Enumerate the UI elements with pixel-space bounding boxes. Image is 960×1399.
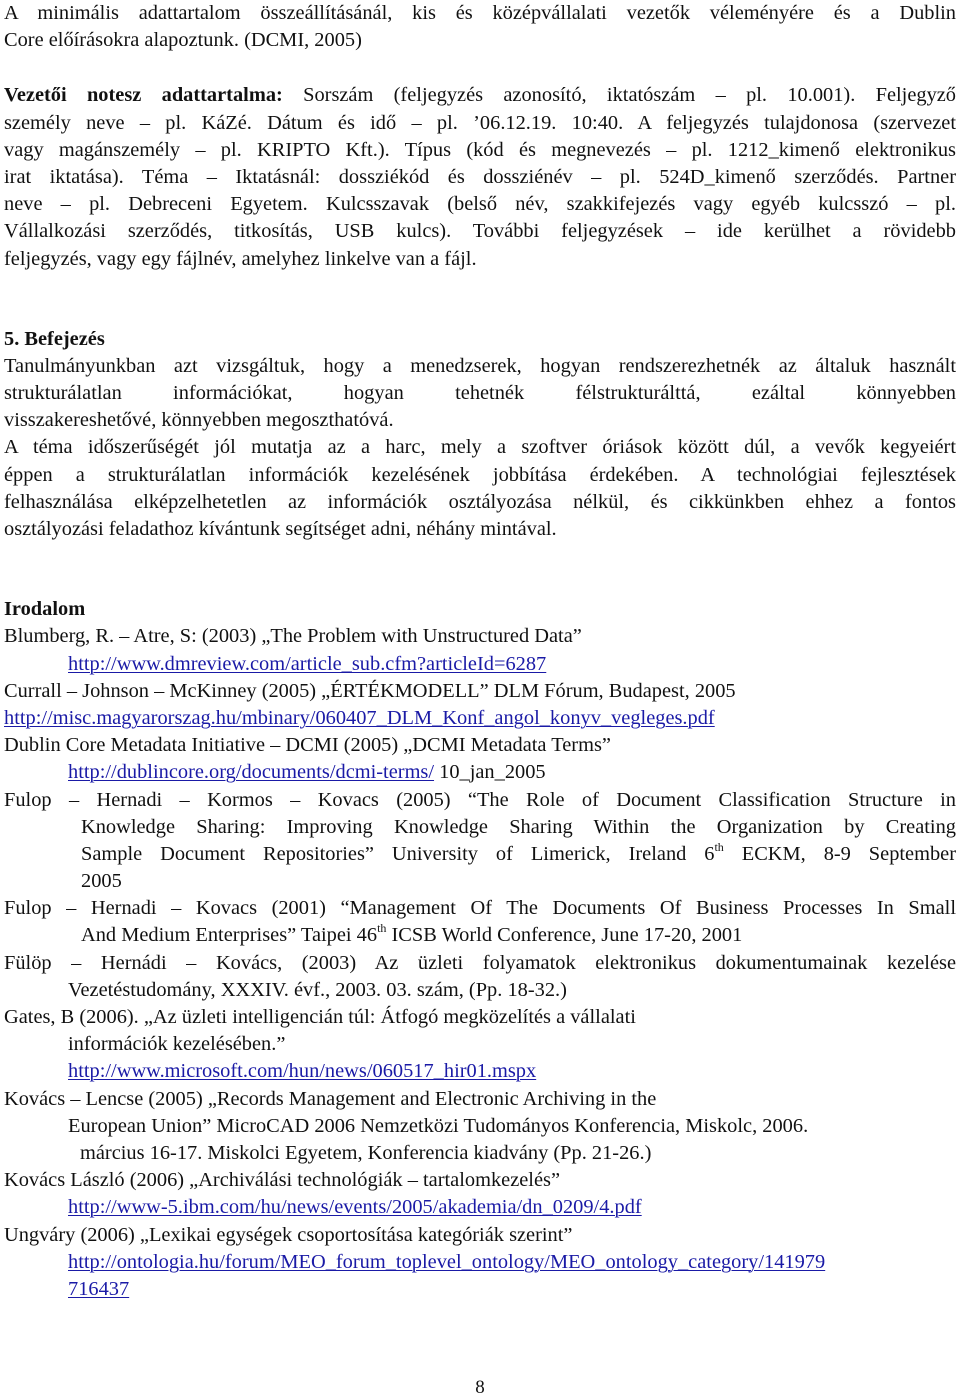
reference-text: Dublin Core Metadata Initiative – DCMI (2005) „DCMI Metadata Terms” [4, 734, 611, 757]
reference-entry [4, 678, 956, 732]
text-line: strukturálatlan információkat, hogyan tehetnék félstrukturálttá, ezáltal könnyebben [4, 382, 956, 405]
reference-link[interactable]: http://misc.magyarorszag.hu/mbinary/060407_DLM_Konf_angol_konyv_vegleges.pdf [4, 706, 715, 729]
text-line: feljegyzés, vagy egy fájlnév, amelyhez linkelve van a fájl. [4, 247, 477, 270]
reference-entry [4, 732, 956, 786]
text-line: Tanulmányunkban azt vizsgáltuk, hogy a menedzserek, hogyan rendszerezhetnék az általuk használt [4, 354, 956, 377]
text-line: vagy magánszemély – pl. KRIPTO Kft.). Típus (kód és megnevezés – pl. 1212_kimenő elektronikus [4, 138, 956, 161]
reference-link-continued[interactable]: 716437 [68, 1277, 130, 1300]
text-line: felhasználása elképzelhetetlen az információk osztályozása nélkül, és cikkünkben ehhez a fontos [4, 490, 956, 513]
reference-entry [4, 1086, 956, 1168]
reference-entry [4, 1004, 956, 1086]
reference-text: Ungváry (2006) „Lexikai egységek csoportosítása kategóriák szerint” [4, 1223, 573, 1246]
reference-text: Gates, B (2006). „Az üzleti intelligencián túl: Átfogó megközelítés a vállalati [4, 1006, 636, 1028]
reference-text: Blumberg, R. – Atre, S: (2003) „The Problem with Unstructured Data” [4, 625, 582, 648]
reference-text: European Union” MicroCAD 2006 Nemzetközi Tudományos Konferencia, Miskolc, 2006. [68, 1114, 809, 1137]
reference-date: 10_jan_2005 [434, 761, 546, 784]
reference-text: Fulop – Hernadi – Kovacs (2001) “Management Of The Documents Of Business Processes In Small [4, 897, 956, 920]
text-line: visszakereshetővé, könnyebben megoszthatóvá. [4, 409, 394, 432]
reference-text: Currall – Johnson – McKinney (2005) „ÉRTÉKMODELL” DLM Fórum, Budapest, 2005 [4, 679, 736, 702]
reference-entry [4, 895, 956, 949]
references-heading: Irodalom [4, 598, 86, 621]
reference-entry [4, 1222, 956, 1304]
reference-link[interactable]: http://www-5.ibm.com/hu/news/events/2005/akademia/dn_0209/4.pdf [68, 1196, 642, 1219]
reference-text: március 16-17. Miskolci Egyetem, Konferencia kiadvány (Pp. 21-26.) [80, 1141, 652, 1164]
reference-text: 2005 [81, 870, 122, 893]
reference-text: And Medium Enterprises” Taipei 46th ICSB World Conference, June 17-20, 2001 [81, 921, 743, 947]
section-conclusion [4, 326, 956, 544]
reference-entry [4, 950, 956, 1004]
reference-entry [4, 787, 956, 896]
text-line: A téma időszerűségét jól mutatja az a harc, mely a szoftver óriások között dúl, a vevők kegyeiért [4, 436, 956, 459]
reference-link[interactable]: http://www.microsoft.com/hun/news/060517_hir01.mspx [68, 1060, 537, 1083]
references-section [4, 596, 956, 1303]
reference-entry [4, 623, 956, 677]
section-heading: 5. Befejezés [4, 327, 105, 350]
text-line: személy neve – pl. KáZé. Dátum és idő – pl. ’06.12.19. 10:40. A feljegyzés tulajdonosa (szervezet [4, 111, 956, 134]
notes-label: Vezetői notesz adattartalma: [4, 84, 283, 107]
reference-text: Kovács László (2006) „Archiválási technológiák – tartalomkezelés” [4, 1169, 560, 1192]
reference-text: Vezetéstudomány, XXXIV. évf., 2003. 03. szám, (Pp. 18-32.) [68, 978, 567, 1001]
text-line: Vállalkozási szerződés, titkosítás, USB kulcs). További feljegyzések – ide kerülhet a rövidebb [4, 220, 956, 243]
text-line: osztályozási feladathoz kívántunk segítséget adni, néhány mintával. [4, 518, 557, 540]
text-line: A minimális adattartalom összeállításánál, kis és középvállalati vezetők véleményére és a Dublin [4, 2, 956, 24]
intro-paragraph [4, 0, 956, 54]
reference-text: Knowledge Sharing: Improving Knowledge Sharing Within the Organization by Creating [81, 815, 956, 838]
text-line: Core előírásokra alapoztunk. (DCMI, 2005) [4, 29, 362, 52]
page-number: 8 [475, 1377, 485, 1398]
document-page [4, 0, 956, 1303]
text-line: neve – pl. Debreceni Egyetem. Kulcsszavak (belső név, szakkifejezés vagy egyéb kulcsszó – pl. [4, 193, 956, 216]
reference-link[interactable]: http://ontologia.hu/forum/MEO_forum_toplevel_ontology/MEO_ontology_category/141979 [68, 1250, 826, 1273]
reference-text: Sample Document Repositories” University of Limerick, Ireland 6th ECKM, 8-9 September [81, 839, 957, 865]
reference-text: Fulop – Hernadi – Kormos – Kovacs (2005) “The Role of Document Classification Structure in [4, 788, 956, 811]
reference-link[interactable]: http://dublincore.org/documents/dcmi-terms/ [68, 761, 435, 784]
reference-link[interactable]: http://www.dmreview.com/article_sub.cfm?articleId=6287 [68, 652, 547, 675]
text-line: irat iktatása). Téma – Iktatásnál: dossziékód és dossziénév – pl. 524D_kimenő szerződés. Partner [4, 165, 956, 188]
text-line: éppen a strukturálatlan információk kezelésének jobbítása érdekében. A technológiai fejlesztések [4, 463, 956, 486]
reference-text: Fülöp – Hernádi – Kovács, (2003) Az üzleti folyamatok elektronikus dokumentumainak kezelése [4, 951, 956, 974]
text-line: Vezetői notesz adattartalma: Sorszám (feljegyzés azonosító, iktatószám – pl. 10.001). Feljegyző [4, 84, 957, 107]
reference-text: információk kezelésében.” [68, 1033, 286, 1056]
reference-entry [4, 1167, 956, 1221]
reference-text: Kovács – Lencse (2005) „Records Management and Electronic Archiving in the [4, 1087, 657, 1110]
notes-paragraph [4, 82, 956, 272]
